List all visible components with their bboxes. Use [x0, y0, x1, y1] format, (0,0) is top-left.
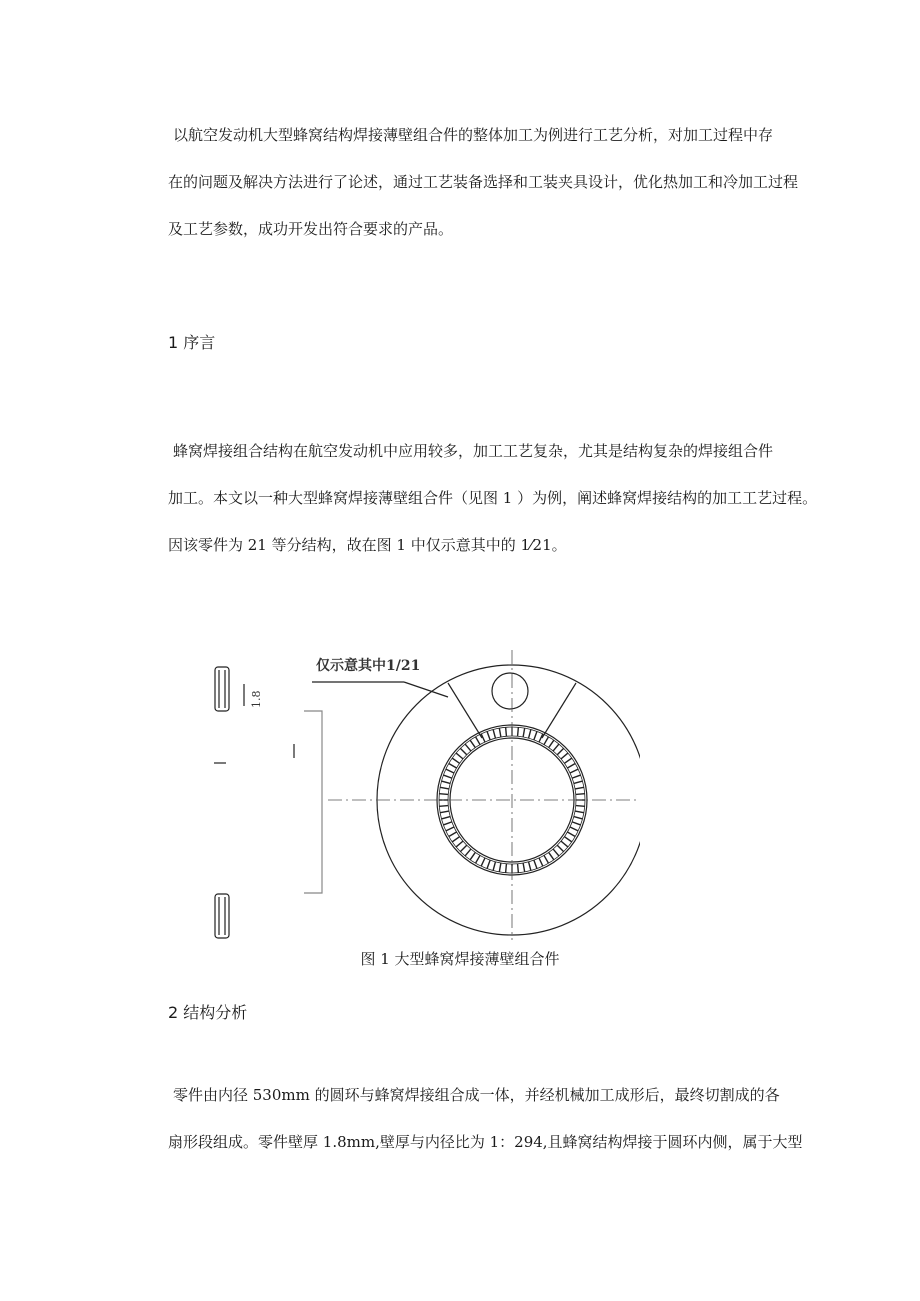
honeycomb-cell-wall: [544, 855, 549, 863]
abstract-paragraph: [168, 112, 799, 253]
honeycomb-cell-wall: [553, 744, 559, 751]
honeycomb-cell-wall: [487, 860, 490, 868]
honeycomb-cell-wall: [470, 740, 475, 747]
center-lines: [328, 650, 640, 940]
section2-paragraph: [168, 1072, 803, 1166]
honeycomb-cell-wall: [460, 748, 466, 754]
honeycomb-cell-wall: [570, 769, 578, 773]
honeycomb-cell-wall: [574, 781, 583, 783]
honeycomb-cell-wall: [440, 811, 449, 813]
honeycomb-cell-wall: [557, 845, 563, 851]
sector-line-right: [542, 683, 576, 738]
honeycomb-cell-wall: [564, 758, 571, 763]
honeycomb-cell-wall: [449, 764, 457, 769]
honeycomb-cell-wall: [534, 731, 537, 739]
text-line: 加工。本文以一种大型蜂窝焊接薄壁组合件（见图 1 ）为例，阐述蜂窝焊接结构的加工工艺过程。: [168, 489, 818, 507]
honeycomb-assembly-drawing: [200, 640, 640, 940]
honeycomb-cell-wall: [534, 860, 537, 868]
honeycomb-cell-wall: [470, 852, 475, 859]
honeycomb-cell-wall: [476, 855, 481, 863]
honeycomb-cell-wall: [506, 727, 507, 736]
honeycomb-cell-wall: [564, 837, 571, 842]
honeycomb-cell-wall: [518, 864, 519, 873]
honeycomb-cell-wall: [575, 787, 584, 789]
section-heading-2: 2 结构分析: [168, 1003, 248, 1022]
figure-caption: 图 1 大型蜂窝焊接薄壁组合件: [360, 950, 560, 968]
honeycomb-cell-wall: [456, 841, 463, 847]
honeycomb-cell-wall: [553, 849, 559, 856]
honeycomb-cell-wall: [460, 845, 466, 851]
honeycomb-cell-wall: [575, 811, 584, 813]
honeycomb-cell-wall: [476, 737, 481, 745]
honeycomb-cell-wall: [446, 827, 454, 831]
honeycomb-cell-wall: [493, 862, 495, 871]
honeycomb-cell-wall: [439, 806, 448, 807]
text-line: 扇形段组成。零件壁厚 1.8mm,壁厚与内径比为 1：294,且蜂窝结构焊接于圆环内侧，属于大型: [168, 1133, 803, 1151]
side-section-top: [215, 667, 229, 711]
text-line: 以航空发动机大型蜂窝结构焊接薄壁组合件的整体加工为例进行工艺分析，对加工过程中存: [173, 126, 774, 144]
honeycomb-cell-wall: [576, 794, 585, 795]
side-section-bottom: [215, 894, 229, 938]
sector-line-left: [448, 683, 482, 738]
honeycomb-cell-wall: [567, 832, 575, 837]
honeycomb-cell-wall: [481, 858, 485, 866]
honeycomb-cell-wall: [570, 827, 578, 831]
figure-annotation: 仅示意其中1/21: [316, 658, 421, 674]
honeycomb-cell-wall: [561, 841, 568, 847]
honeycomb-cell-wall: [523, 728, 525, 737]
honeycomb-cell-wall: [452, 758, 459, 763]
text-line: 蜂窝焊接组合结构在航空发动机中应用较多，加工工艺复杂，尤其是结构复杂的焊接组合件: [173, 442, 774, 460]
honeycomb-cell-wall: [518, 727, 519, 736]
honeycomb-cell-wall: [539, 858, 543, 866]
figure-1: [200, 640, 640, 940]
honeycomb-cell-wall: [576, 806, 585, 807]
honeycomb-cell-wall: [439, 794, 448, 795]
text-line: 因该零件为 21 等分结构，故在图 1 中仅示意其中的 1⁄21。: [168, 536, 567, 554]
honeycomb-cell-wall: [529, 862, 531, 871]
thickness-dimension: 1.8: [250, 690, 263, 708]
text-line: 零件由内径 530mm 的圆环与蜂窝焊接组合成一体，并经机械加工成形后，最终切割成的各: [173, 1086, 780, 1104]
text-line: 在的问题及解决方法进行了论述，通过工艺装备选择和工装夹具设计，优化热加工和冷加工过程: [168, 173, 799, 191]
honeycomb-cell-wall: [572, 822, 580, 825]
honeycomb-cell-wall: [574, 817, 583, 819]
honeycomb-cell-wall: [493, 729, 495, 738]
honeycomb-cell-wall: [567, 764, 575, 769]
honeycomb-cell-wall: [449, 832, 457, 837]
honeycomb-cell-wall: [456, 753, 463, 759]
honeycomb-cell-wall: [443, 822, 451, 825]
honeycomb-cell-wall: [544, 737, 549, 745]
honeycomb-cell-wall: [441, 781, 450, 783]
section-heading-1: 1 序言: [168, 333, 216, 352]
honeycomb-cell-wall: [452, 837, 459, 842]
honeycomb-cell-wall: [549, 740, 554, 747]
honeycomb-cell-wall: [549, 852, 554, 859]
honeycomb-cell-wall: [499, 728, 501, 737]
honeycomb-cell-wall: [506, 864, 507, 873]
honeycomb-cell-wall: [443, 775, 451, 778]
honeycomb-cell-wall: [446, 769, 454, 773]
honeycomb-cell-wall: [440, 787, 449, 789]
hole: [492, 673, 528, 709]
honeycomb-cell-wall: [561, 753, 568, 759]
honeycomb-cell-wall: [465, 744, 471, 751]
honeycomb-cell-wall: [465, 849, 471, 856]
honeycomb-cell-wall: [557, 748, 563, 754]
text-line: 及工艺参数，成功开发出符合要求的产品。: [168, 220, 454, 238]
section1-paragraph: [168, 428, 818, 569]
honeycomb-cell-wall: [441, 817, 450, 819]
honeycomb-cell-wall: [499, 863, 501, 872]
honeycomb-cell-wall: [572, 775, 580, 778]
honeycomb-cell-wall: [487, 731, 490, 739]
honeycomb-cell-wall: [523, 863, 525, 872]
honeycomb-cell-wall: [529, 729, 531, 738]
